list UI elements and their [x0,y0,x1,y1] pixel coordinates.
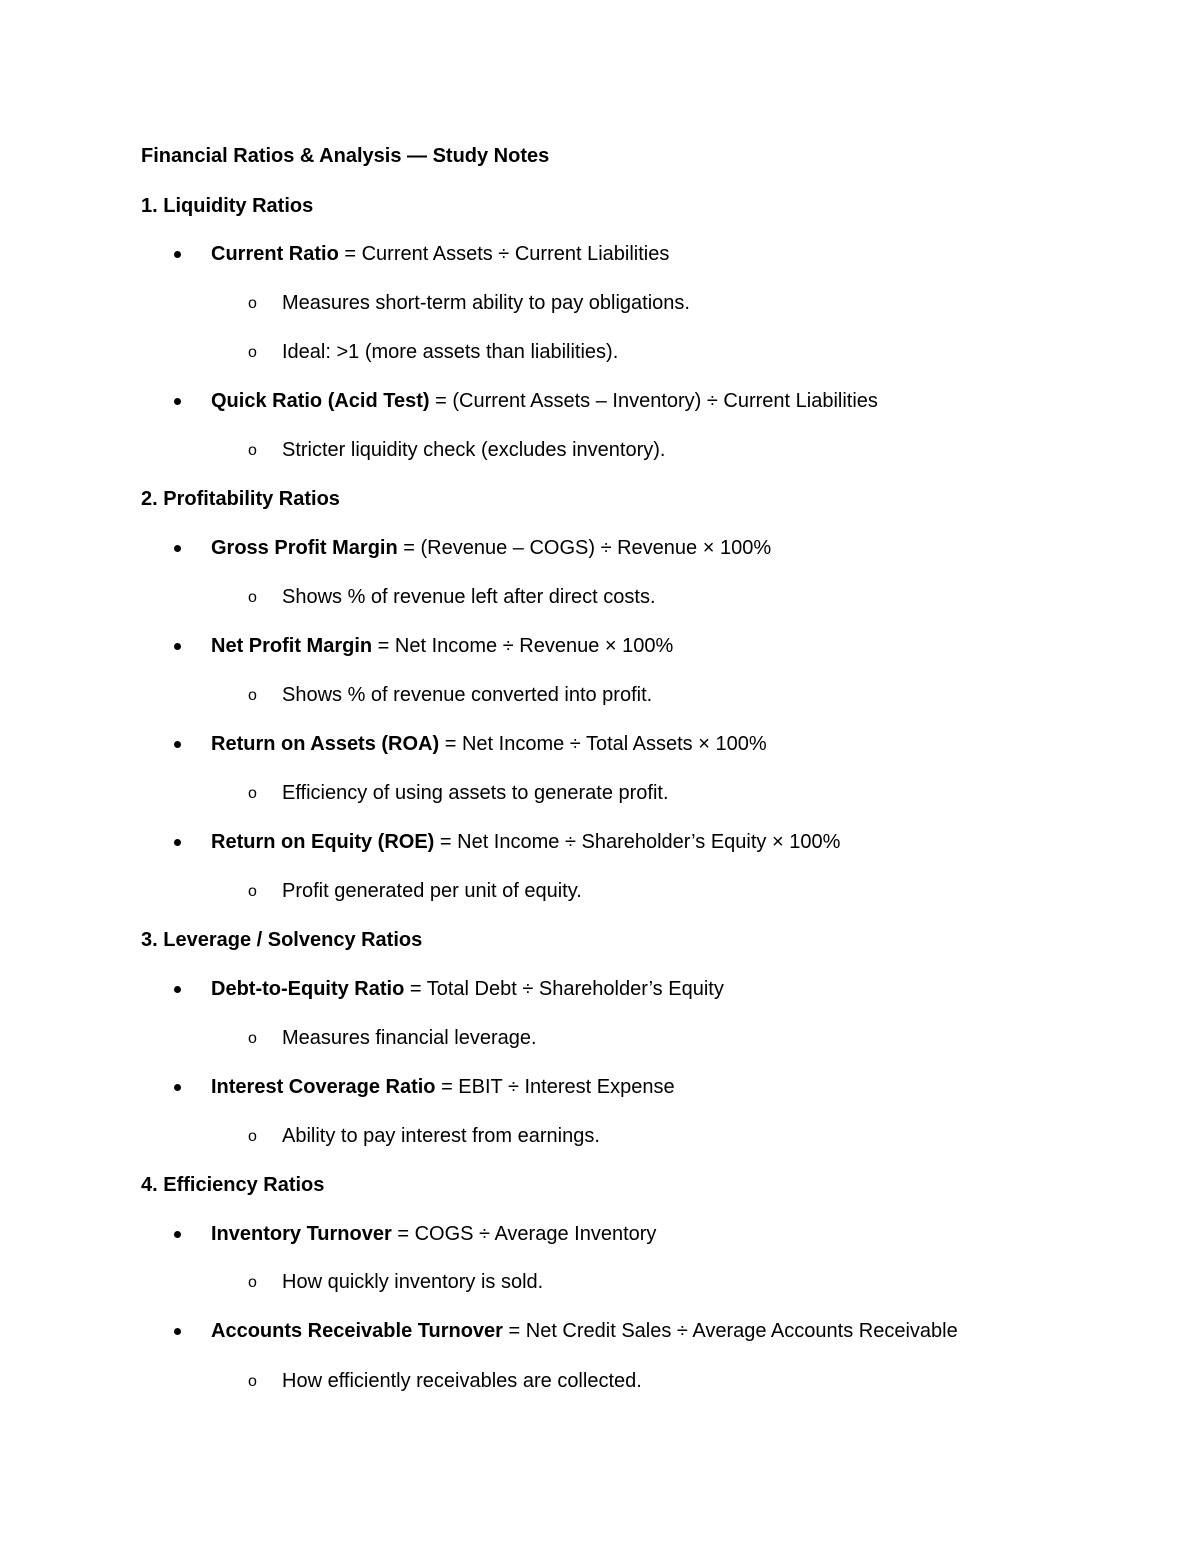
ratio-term: Gross Profit Margin [211,537,398,559]
ratio-formula: = EBIT ÷ Interest Expense [435,1076,675,1098]
list-item [211,732,767,756]
ratio-note: Stricter liquidity check (excludes inventory). [282,439,666,461]
list-item [211,389,878,413]
ratio-formula: = Net Income ÷ Shareholder’s Equity × 100% [434,831,841,853]
list-item [211,1319,958,1343]
circle-bullet-icon: o [248,295,257,312]
ratio-note: Shows % of revenue converted into profit. [282,684,653,706]
ratio-note: Ability to pay interest from earnings. [282,1125,600,1147]
ratio-note: Profit generated per unit of equity. [282,880,582,902]
ratio-formula: = Current Assets ÷ Current Liabilities [338,243,670,265]
list-subitem [248,438,666,462]
list-subitem [248,879,582,903]
section-heading-liquidity: 1. Liquidity Ratios [141,195,314,217]
bullet-icon [174,545,181,552]
list-subitem [248,1369,642,1393]
list-subitem [248,781,669,805]
bullet-icon [174,398,181,405]
ratio-note: How quickly inventory is sold. [282,1271,544,1293]
bullet-icon [174,839,181,846]
list-item [211,1222,656,1246]
ratio-formula: = Net Credit Sales ÷ Average Accounts Receivable [502,1320,958,1342]
ratio-term: Return on Equity (ROE) [211,831,435,853]
bullet-icon [174,1084,181,1091]
ratio-term: Accounts Receivable Turnover [211,1320,503,1342]
list-item [211,830,840,854]
list-subitem [248,291,690,315]
ratio-note: Measures financial leverage. [282,1027,537,1049]
section-heading-profitability: 2. Profitability Ratios [141,488,340,510]
list-subitem [248,340,619,364]
circle-bullet-icon: o [248,442,257,459]
ratio-term: Inventory Turnover [211,1223,392,1245]
document-title: Financial Ratios & Analysis — Study Notes [141,145,550,167]
bullet-icon [174,986,181,993]
ratio-formula: = Total Debt ÷ Shareholder’s Equity [404,978,724,1000]
circle-bullet-icon: o [248,589,257,606]
ratio-term: Current Ratio [211,243,339,265]
list-subitem [248,1026,537,1050]
list-item [211,536,771,560]
circle-bullet-icon: o [248,687,257,704]
section-heading-leverage: 3. Leverage / Solvency Ratios [141,929,423,951]
circle-bullet-icon: o [248,883,257,900]
ratio-note: Measures short-term ability to pay obligations. [282,292,690,314]
ratio-formula: = COGS ÷ Average Inventory [391,1223,657,1245]
ratio-note: How efficiently receivables are collected. [282,1370,642,1392]
ratio-note: Ideal: >1 (more assets than liabilities). [282,341,619,363]
ratio-formula: = Net Income ÷ Revenue × 100% [372,635,674,657]
ratio-formula: = (Current Assets – Inventory) ÷ Current Liabilities [429,390,878,412]
list-item [211,1075,675,1099]
ratio-note: Shows % of revenue left after direct costs. [282,586,656,608]
circle-bullet-icon: o [248,1030,257,1047]
ratio-term: Debt-to-Equity Ratio [211,978,405,1000]
circle-bullet-icon: o [248,1128,257,1145]
circle-bullet-icon: o [248,1274,257,1291]
ratio-formula: = Net Income ÷ Total Assets × 100% [439,733,767,755]
list-item [211,977,724,1001]
list-subitem [248,1124,600,1148]
bullet-icon [174,1328,181,1335]
section-heading-efficiency: 4. Efficiency Ratios [141,1174,325,1196]
ratio-term: Net Profit Margin [211,635,373,657]
circle-bullet-icon: o [248,1373,257,1390]
bullet-icon [174,1231,181,1238]
ratio-note: Efficiency of using assets to generate profit. [282,782,669,804]
list-item [211,634,673,658]
ratio-term: Quick Ratio (Acid Test) [211,390,430,412]
ratio-formula: = (Revenue – COGS) ÷ Revenue × 100% [397,537,772,559]
ratio-term: Interest Coverage Ratio [211,1076,436,1098]
bullet-icon [174,643,181,650]
list-subitem [248,585,656,609]
circle-bullet-icon: o [248,344,257,361]
ratio-term: Return on Assets (ROA) [211,733,440,755]
list-item [211,242,669,266]
bullet-icon [174,251,181,258]
list-subitem [248,1270,544,1294]
list-subitem [248,683,653,707]
circle-bullet-icon: o [248,785,257,802]
bullet-icon [174,741,181,748]
